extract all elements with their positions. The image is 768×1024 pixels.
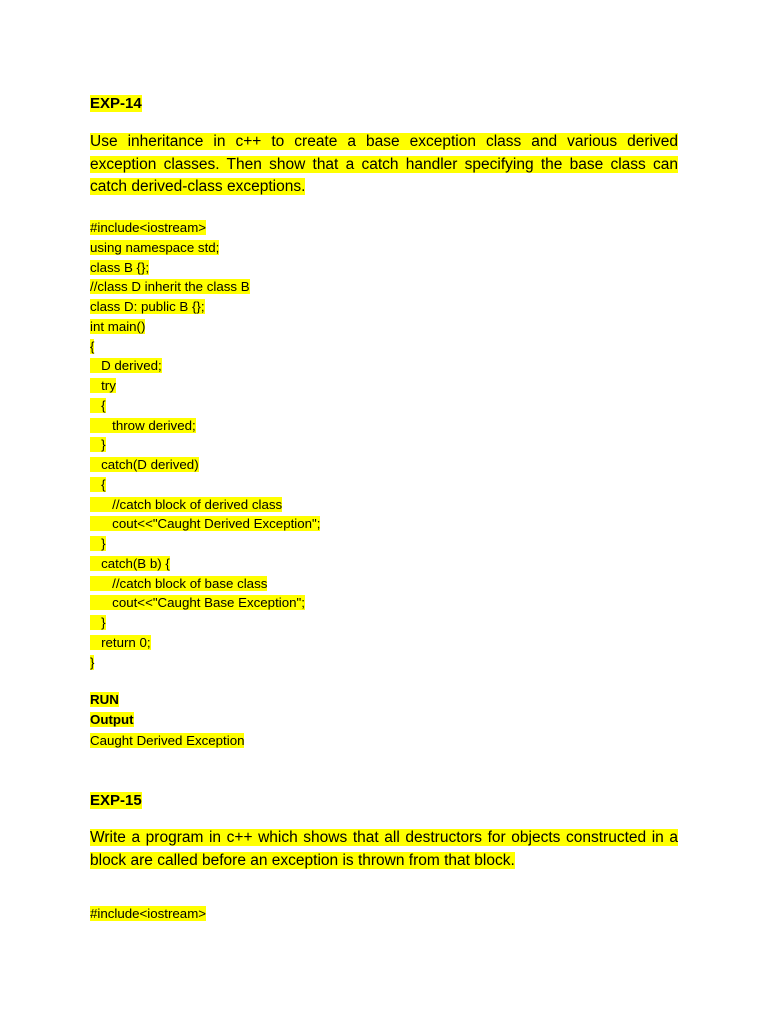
- code-line-text: return 0;: [90, 634, 151, 650]
- code-line-text: using namespace std;: [90, 239, 220, 255]
- code-line: [90, 534, 320, 554]
- code-line-text: //catch block of base class: [90, 575, 268, 591]
- code-line: [90, 613, 320, 633]
- code-line: [90, 514, 320, 534]
- code-line: [90, 317, 320, 337]
- code-line: [90, 258, 320, 278]
- code-line-text: //class D inherit the class B: [90, 279, 250, 295]
- code-line: [90, 277, 320, 297]
- code-line: [90, 435, 320, 455]
- code-line: [90, 376, 320, 396]
- code-line: [90, 574, 320, 594]
- code-line: [90, 297, 320, 317]
- code-line-text: #include<iostream>: [90, 906, 207, 921]
- code-line: [90, 337, 320, 357]
- code-line: [90, 218, 320, 238]
- exp14-description-text: Use inheritance in c++ to create a base exception class and various derived exception classes. Then show that a catch handler specifying the base class can catch derived-class exceptions.: [90, 133, 678, 195]
- output-label: Output: [90, 712, 134, 727]
- code-line: [90, 593, 320, 613]
- code-line-text: }: [90, 437, 106, 453]
- code-line: [90, 633, 320, 653]
- code-line-text: {: [90, 476, 106, 492]
- exp15-description: [90, 827, 678, 872]
- code-line-text: catch(B b) {: [90, 555, 170, 571]
- exp15-code-block: [90, 904, 206, 924]
- code-line: [90, 475, 320, 495]
- code-line-text: int main(): [90, 318, 146, 334]
- exp15-heading: EXP-15: [90, 792, 142, 809]
- code-line-text: }: [90, 654, 95, 670]
- code-line-text: cout<<"Caught Derived Exception";: [90, 516, 321, 532]
- code-line-text: {: [90, 397, 106, 413]
- code-line-text: }: [90, 536, 106, 551]
- code-line-text: //catch block of derived class: [90, 496, 283, 512]
- code-line-text: class D: public B {};: [90, 299, 205, 314]
- code-line: [90, 356, 320, 376]
- exp14-description: [90, 131, 678, 199]
- exp14-code-block: [90, 218, 320, 672]
- run-label: RUN: [90, 692, 119, 707]
- code-line: [90, 904, 206, 924]
- code-line-text: try: [90, 378, 116, 393]
- exp14-heading: EXP-14: [90, 95, 142, 112]
- code-line: [90, 455, 320, 475]
- code-line-text: #include<iostream>: [90, 220, 207, 235]
- code-line: [90, 238, 320, 258]
- code-line-text: }: [90, 615, 106, 630]
- code-line-text: throw derived;: [90, 417, 196, 433]
- code-line: [90, 416, 320, 436]
- exp15-description-text: Write a program in c++ which shows that all destructors for objects constructed in a block are called before an exception is thrown from that block.: [90, 829, 678, 869]
- code-line-text: class B {};: [90, 259, 150, 275]
- code-line: [90, 554, 320, 574]
- code-line-text: {: [90, 338, 95, 354]
- code-line: [90, 653, 320, 673]
- code-line-text: D derived;: [90, 358, 162, 374]
- code-line-text: catch(D derived): [90, 457, 199, 472]
- output-text: Caught Derived Exception: [90, 733, 245, 748]
- code-line-text: cout<<"Caught Base Exception";: [90, 595, 305, 611]
- code-line: [90, 495, 320, 515]
- code-line: [90, 396, 320, 416]
